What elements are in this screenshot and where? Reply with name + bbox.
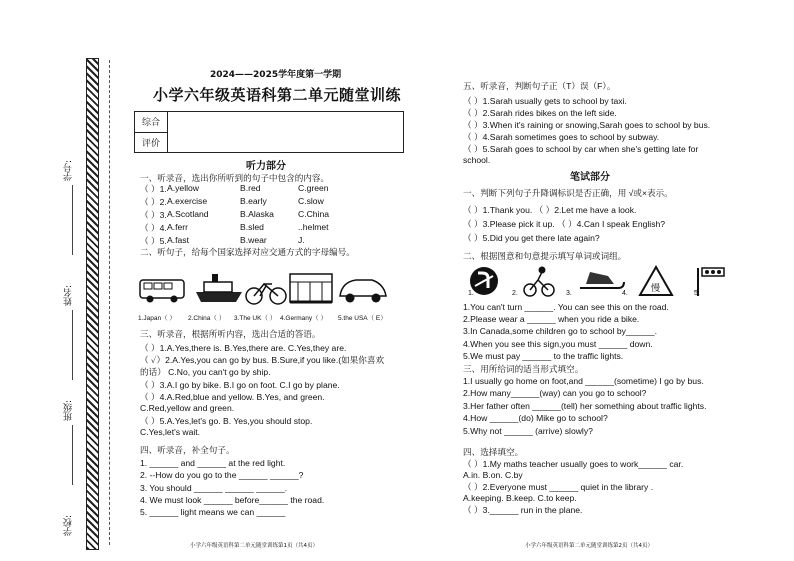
bus-icon xyxy=(140,280,184,303)
s1-option: B.wear xyxy=(240,235,267,245)
s2-instruction: 二、听句子，给每个国家选择对应交通方式的字母编号。 xyxy=(140,247,355,257)
s1-option: C.green xyxy=(298,183,329,193)
s3-line: C.Red,yellow and green. xyxy=(140,403,235,413)
s5-line: school. xyxy=(463,155,491,165)
s1-instruction: 一、听录音，选出你所听到的句子中包含的内容。 xyxy=(140,173,330,183)
s3-line: （ ✓）2.A.Yes,you can go by bus. B.Sure,if you like.(如果你喜欢 xyxy=(140,355,385,366)
class-line xyxy=(72,425,73,485)
bike-icon xyxy=(246,284,286,304)
s5-line: （ ）5.Sarah goes to school by car when she's getting late for xyxy=(463,144,699,154)
w1-line: （ ）1.Thank you. （ ）2.Let me have a look. xyxy=(463,205,637,215)
listening-heading: 听力部分 xyxy=(246,161,286,172)
s3-instruction: 三、听录音，根据所听内容，选出合适的答语。 xyxy=(140,329,321,339)
ship-icon xyxy=(196,274,242,302)
class-label: 班级: xyxy=(64,400,74,422)
traffic-lights-icon xyxy=(698,268,724,296)
written-heading: 笔试部分 xyxy=(570,172,610,183)
page-title: 小学六年级英语科第二单元随堂训练 xyxy=(153,86,402,104)
s1-option: A.exercise xyxy=(167,196,208,206)
w3-line: 3.Her father often ______(tell) her something about traffic lights. xyxy=(463,400,707,411)
footer-right: 小学六年级英语科第二单元随堂训练第2页（共4页） xyxy=(525,543,654,549)
s1-option: B.red xyxy=(240,183,261,193)
s1-option: A.ferr xyxy=(167,222,189,232)
score-label-2: 评价 xyxy=(135,132,168,153)
svg-text:慢: 慢 xyxy=(651,284,661,294)
w4-line: （ ）3.______ run in the plane. xyxy=(463,505,583,515)
s3-line: C.Yes,let's wait. xyxy=(140,427,201,438)
w3-line: 5.Why not ______ (arrive) slowly? xyxy=(463,425,593,436)
w4-line: A.in. B.on. C.by xyxy=(463,469,523,480)
w4-instruction: 四、选择填空。 xyxy=(463,447,524,457)
score-label-1: 综合 xyxy=(135,112,168,133)
country-item: 5.the USA（ E） xyxy=(338,315,387,322)
w1-line: （ ）3.Please pick it up. （ ）4.Can I speak English? xyxy=(463,219,666,229)
s1-option: （ ）1. xyxy=(140,184,167,194)
score-box[interactable] xyxy=(168,112,404,153)
s4-instruction: 四、听录音，补全句子。 xyxy=(140,445,235,455)
s4-line: 4. We must look ______ before______ the road. xyxy=(140,494,325,505)
score-table xyxy=(134,111,404,153)
w2-line: 5.We must pay ______ to the traffic lights. xyxy=(463,350,624,361)
s1-option: （ ）3. xyxy=(140,210,167,220)
w4-line: （ ）2.Everyone must ______ quiet in the library . xyxy=(463,482,654,492)
s1-option: B.Alaska xyxy=(240,209,274,219)
semester-line: 2024——2025学年度第一学期 xyxy=(210,70,342,80)
s4-line: 1. ______ and ______ at the red light. xyxy=(140,458,286,468)
student-number-label: 学号: xyxy=(64,160,74,182)
s4-line: 5. ______ light means we can ______ xyxy=(140,507,286,518)
s3-line: （ ）4.A.Red,blue and yellow. B.Yes, and green. xyxy=(140,391,325,402)
w2-instruction: 二、根据图意和句意提示填写单词或词组。 xyxy=(463,251,627,261)
student-number-line xyxy=(72,185,73,255)
s3-line: （ ）3.A.I go by bike. B.I go on foot. C.I go by plane. xyxy=(140,379,340,390)
s1-option: （ ）4. xyxy=(140,223,167,233)
pic-number: 5. xyxy=(694,290,700,297)
no-turn-sign-icon xyxy=(470,267,498,295)
pic-number: 3. xyxy=(566,290,572,297)
pic-number: 4. xyxy=(622,290,628,297)
s1-option: C.slow xyxy=(298,196,324,206)
train-icon xyxy=(290,274,332,302)
s1-option: A.fast xyxy=(167,235,189,245)
s1-option: B.sled xyxy=(240,222,264,232)
w3-line: 1.I usually go home on foot,and ______(sometime) I go by bus. xyxy=(463,376,704,386)
s1-option: （ ）2. xyxy=(140,197,167,207)
sign-pictures xyxy=(468,264,728,298)
s4-line: 3. You should ______ ______ ______. xyxy=(140,482,288,493)
w1-instruction: 一、判断下列句子升降调标识是否正确，用 √或×表示。 xyxy=(463,188,673,198)
w3-instruction: 三、用所给词的适当形式填空。 xyxy=(463,364,584,374)
binding-strip xyxy=(86,58,99,550)
w2-line: 2.Please wear a ______ when you ride a bike. xyxy=(463,314,640,325)
w3-line: 4.How ______(do) Mike go to school? xyxy=(463,413,608,424)
pic-number: 1. xyxy=(468,290,474,297)
pic-number: 2. xyxy=(512,290,518,297)
s3-line: （ ）5.A.Yes,let's go. B. Yes,you should stop. xyxy=(140,416,313,427)
footer-left: 小学六年级英语科第二单元随堂训练第1页（共4页） xyxy=(190,543,319,549)
s1-option: ..helmet xyxy=(298,222,329,232)
transport-pictures xyxy=(138,268,388,308)
w2-line: 1.You can't turn ______. You can see this on the road. xyxy=(463,302,669,312)
country-item: 2.China（ ） xyxy=(188,315,226,322)
s1-option: B.early xyxy=(240,196,267,206)
name-label: 姓名: xyxy=(64,285,74,307)
s5-line: （ ）2.Sarah rides bikes on the left side. xyxy=(463,108,617,118)
s3-line: （ ）1.A.Yes,there is. B.Yes,there are. C.Yes,they are. xyxy=(140,343,347,353)
w4-line: （ ）1.My maths teacher usually goes to work______ car. xyxy=(463,459,684,469)
w4-line: A.keeping. B.keep. C.to keep. xyxy=(463,492,577,503)
w2-line: 4.When you see this sign,you must ______ down. xyxy=(463,338,653,349)
seal-dashed-line xyxy=(109,60,110,545)
s5-line: （ ）4.Sarah sometimes goes to school by subway. xyxy=(463,132,660,142)
s5-line: （ ）3.When it's raining or snowing,Sarah goes to school by bus. xyxy=(463,120,711,130)
s1-option: （ ）5. xyxy=(140,236,167,246)
s5-line: （ ）1.Sarah usually gets to school by taxi. xyxy=(463,96,627,106)
school-label: 学校: xyxy=(64,515,74,537)
country-item: 3.The UK（ ） xyxy=(234,315,277,322)
name-line xyxy=(72,310,73,380)
w3-line: 2.How many______(way) can you go to school? xyxy=(463,388,647,399)
s5-instruction: 五、听录音，判断句子正（T）误（F）。 xyxy=(463,81,616,91)
s3-line: 的话） C.No, you can't go by ship. xyxy=(140,367,271,378)
cyclist-helmet-icon xyxy=(524,267,554,297)
slow-down-sign-icon xyxy=(640,267,672,295)
s4-line: 2. --How do you go to the ______ ______? xyxy=(140,470,304,481)
s1-option: C.China xyxy=(298,209,330,219)
country-item: 1.Japan（ ） xyxy=(138,315,176,322)
s1-option: A.Scotland xyxy=(167,209,209,219)
w1-line: （ ）5.Did you get there late again? xyxy=(463,233,600,243)
s1-option: A.yellow xyxy=(167,183,199,193)
s1-option: J. xyxy=(298,235,305,245)
sled-icon xyxy=(580,272,624,288)
w2-line: 3.In Canada,some children go to school by______. xyxy=(463,326,657,337)
car-icon xyxy=(340,280,386,303)
country-item: 4.Germany（ ） xyxy=(280,315,327,322)
